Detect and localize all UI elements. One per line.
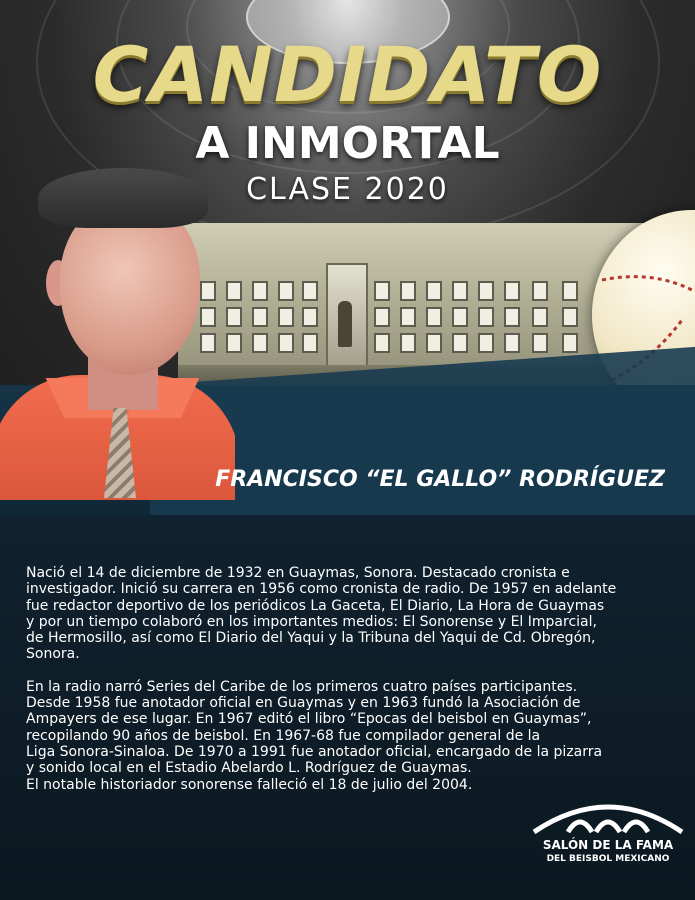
hall-of-fame-logo: [528, 788, 688, 878]
logo-title: SALÓN DE LA FAMA: [542, 838, 674, 852]
plaque-column: [278, 281, 294, 371]
plaque-column: [374, 281, 390, 371]
candidate-portrait: [0, 160, 235, 500]
candidate-name: FRANCISCO “EL GALLO” RODRÍGUEZ: [215, 467, 665, 492]
title-clase: CLASE 2020: [246, 172, 449, 207]
title-a-inmortal: A INMORTAL: [195, 118, 500, 169]
plaque-column: [478, 281, 494, 371]
dome-arches-icon: [528, 788, 688, 838]
logo-subtitle: DEL BEISBOL MEXICANO: [546, 854, 670, 864]
plaque-column: [504, 281, 520, 371]
title-candidato: CANDIDATO: [92, 30, 603, 119]
bio-paragraph: En la radio narró Series del Caribe de los primeros cuatro países participantes. Desde 1958 fue anotador oficial en Guaymas y en 1963 fundó la Asociación de Ampayers de ese lugar. En 1967 editó el libro “Epocas del beisbol en Guaymas”, recopilando 90 años de beisbol. En 1967-68 fue compilador general de la Liga Sonora-Sinaloa. De 1970 a 1991 fue anotador oficial, encargado de la pizarra y sonido local en el Estadio Abelardo L. Rodríguez de Guaymas. El notable historiador sonorense falleció el 18 de julio del 2004.: [26, 678, 603, 793]
plaque-column: [302, 281, 318, 371]
bio-paragraph: Nació el 14 de diciembre de 1932 en Guaymas, Sonora. Destacado cronista e investigador. Inició su carrera en 1956 como cronista de radio. De 1957 en adelante fue redactor deportivo de los periódicos La Gaceta, El Diario, La Hora de Guaymas y por un tiempo colaboró en los importantes medios: El Sonorense y El Imparcial, de Hermosillo, así como El Diario del Yaqui y la Tribuna del Yaqui de Cd. Obregón, Sonora.: [26, 565, 617, 663]
statue: [338, 301, 352, 347]
hair: [38, 168, 208, 228]
plaque-column: [452, 281, 468, 371]
plaque-column: [252, 281, 268, 371]
biography: [26, 565, 671, 809]
plaque-column: [426, 281, 442, 371]
plaque-column: [400, 281, 416, 371]
